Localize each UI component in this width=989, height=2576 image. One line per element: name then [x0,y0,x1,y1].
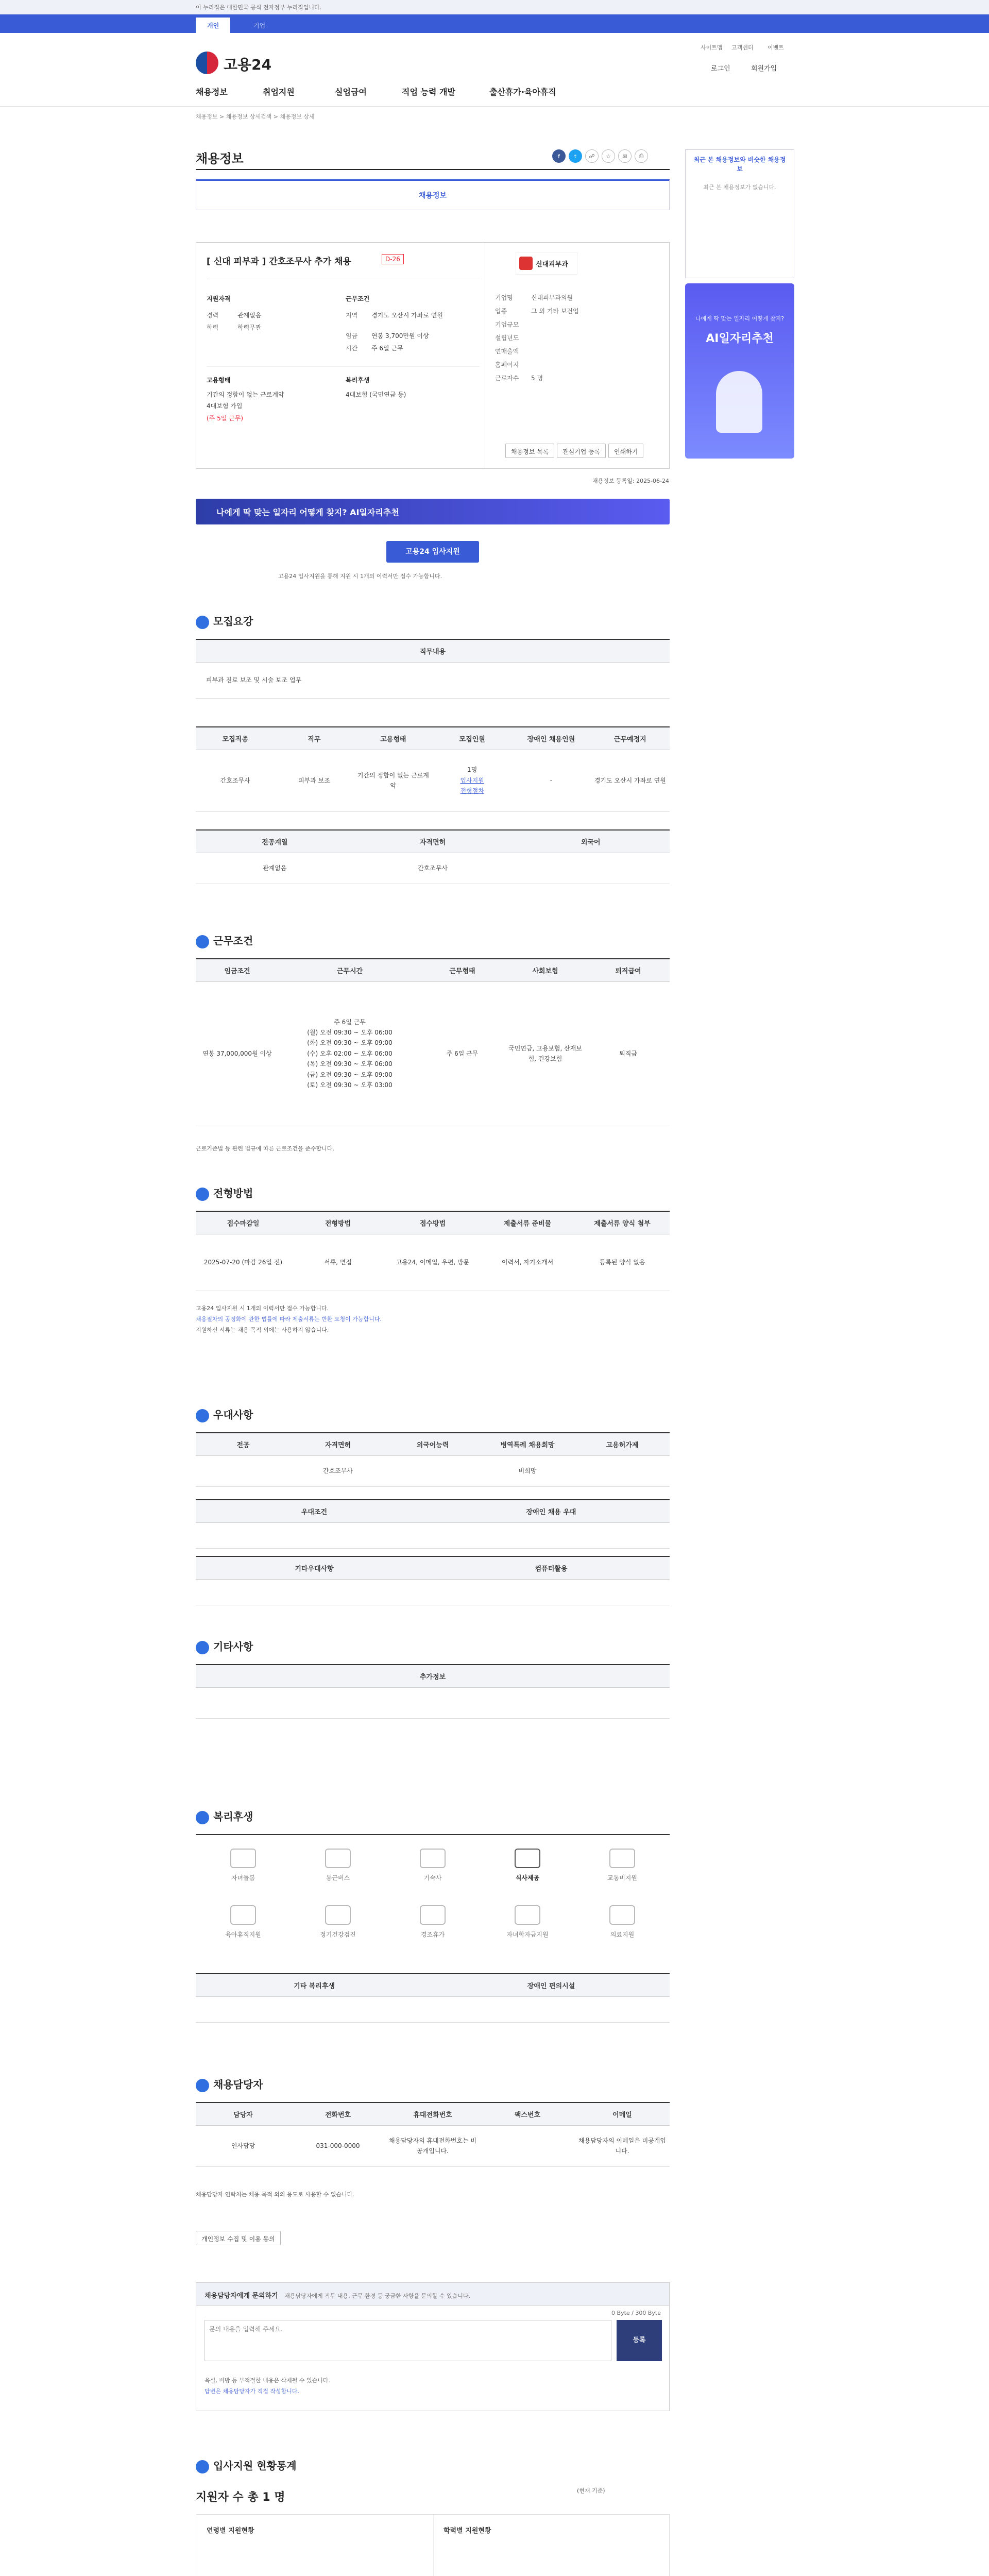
parental-icon [230,1905,256,1925]
recent-jobs-title: 최근 본 채용정보와 비슷한 채용정보 [693,156,786,173]
size-label: 기업규모 [495,321,519,328]
section-etc-title [196,1638,253,1654]
cell-emp-type: 기간의 정함이 없는 근로계약 [354,750,433,811]
welfare-head: 복리후생 [346,377,370,384]
section-recruit-title [196,613,253,629]
emp-notice: (주 5일 근무) [207,415,243,422]
cell-pref-major [196,1455,291,1486]
employees: 5 명 [531,375,543,382]
job-title: [ 신대 피부과 ] 간호조무사 추가 채용 [207,257,351,267]
cell-permit [575,1455,670,1486]
print-button[interactable]: 인쇄하기 [608,444,643,458]
gnb-support[interactable]: 취업지원 [263,87,295,97]
ai-recommend-ad[interactable] [685,283,794,459]
welfare-item [575,1840,670,1892]
page-title: 채용정보 [196,151,244,166]
company-logo [516,252,577,275]
login-link[interactable]: 로그인 [711,65,730,73]
welfare-title-text: 복리후생 [213,1810,253,1823]
region-label: 지역 [346,312,358,319]
print-icon[interactable]: ⎙ [635,149,648,163]
top-nav [0,14,989,33]
robot-icon [716,371,762,433]
work-table [196,958,670,1126]
cell-major: 관계없음 [196,853,354,884]
inquiry-note: 답변은 채용담당자가 직접 작성합니다. [204,2387,300,2395]
cell-fax [480,2125,575,2166]
ai-ad-sub: 나에게 딱 맞는 일자리 어떻게 찾지? [695,315,785,322]
hours-line: (토) 오전 09:30 ~ 오후 03:00 [307,1081,393,1089]
process-flag-link[interactable]: 전형절차 [460,787,484,795]
process-note: 고용24 입사지원 시 1개의 이력서만 접수 가능합니다. [196,1305,329,1312]
cell-shift: 주 6일 근무 [421,981,504,1126]
employees-label: 근로자수 [495,375,519,382]
cell-deadline: 2025-07-20 (마감 26일 전) [196,1234,291,1291]
cell-welfare-etc [196,1996,433,2022]
col-severance: 퇴직급여 [587,959,670,981]
ai-banner-text: 나에게 딱 맞는 일자리 어떻게 찾지? AI일자리추천 [216,507,399,517]
cell-pref-language [385,1455,480,1486]
inquiry-textarea[interactable] [204,2320,611,2361]
cell-mobile: 채용담당자의 휴대전화번호는 비공개입니다. [385,2125,480,2166]
tab-business[interactable]: 기업 [253,22,266,29]
ai-banner[interactable] [196,499,670,524]
recruit-table [196,726,670,812]
applicant-summary: 지원자 수 총 1 명 [196,2491,285,2504]
cell-occupation: 간호조무사 [196,750,275,811]
welfare-item [196,1840,291,1892]
cell-pref-license: 간호조무사 [291,1455,385,1486]
content-tab[interactable] [196,179,670,210]
util-customer[interactable]: 고객센터 [731,44,754,51]
checkup-icon [325,1905,351,1925]
welfare-label: 식사제공 [515,1874,540,1882]
stats-panel [196,2514,670,2576]
util-event[interactable]: 이벤트 [768,44,784,51]
col-shift: 근무형태 [421,959,504,981]
job-summary [196,242,670,469]
facebook-icon[interactable]: f [552,149,566,163]
manager-note: 채용담당자 연락처는 채용 목적 외의 용도로 사용할 수 없습니다. [196,2191,354,2198]
stats-title-text: 입사지원 현황통계 [213,2460,297,2472]
gov-banner-text: 이 누리집은 대한민국 공식 전자정부 누리집입니다. [196,4,322,11]
favorite-company-button[interactable]: 관심기업 등록 [557,444,606,458]
homepage-label: 홈페이지 [495,361,519,368]
process-note: 지원하신 서류는 채용 목적 외에는 사용하지 않습니다. [196,1326,329,1333]
col-pref-etc: 기타우대사항 [196,1556,433,1579]
cell-email: 채용담당자의 이메일은 비공개입니다. [575,2125,670,2166]
welfare-item [196,1897,291,1948]
childcare-icon [230,1849,256,1868]
welfare-item [480,1897,575,1948]
prefer-section-icon [196,1409,209,1422]
col-disabled: 장애인 채용인원 [511,727,590,750]
gov-banner [0,0,989,14]
transport-icon [609,1849,635,1868]
col-deadline: 접수마감일 [196,1211,291,1234]
wage-label: 임금 [346,332,358,340]
etc-cell [196,1687,670,1718]
recruit-extra-table [196,829,670,884]
cell-facility [433,1996,670,2022]
welfare-label: 통근버스 [326,1874,350,1882]
welfare-item-active [480,1840,575,1892]
recruit-section-icon [196,616,209,629]
edu-stats-title: 학력별 지원현황 [444,2527,491,2535]
gnb-benefit[interactable]: 실업급여 [335,87,367,97]
etc-section-icon [196,1641,209,1654]
industry-label: 업종 [495,308,507,315]
gnb-jobs[interactable]: 채용정보 [196,87,228,97]
company-info [495,293,660,387]
recent-jobs-card [685,149,794,278]
col-license: 자격면허 [354,830,512,853]
col-military: 병역특례 채용희망 [480,1433,575,1455]
stats-section-icon [196,2460,209,2473]
col-method: 전형방법 [291,1211,385,1234]
col-pref-license: 자격면허 [291,1433,385,1455]
star-icon[interactable]: ☆ [602,149,615,163]
section-work-title [196,933,253,948]
apply-flag-link[interactable]: 입사지원 [460,776,484,784]
col-mobile: 휴대전화번호 [385,2103,480,2125]
inquiry-desc: 채용담당자에게 직무 내용, 근무 환경 등 궁금한 사항을 문의할 수 있습니다. [284,2293,470,2299]
title-divider [196,169,670,170]
hours-line: (화) 오전 09:30 ~ 오후 09:00 [307,1039,393,1047]
cell-pref-computer [433,1579,670,1605]
welfare-item [291,1897,385,1948]
section-welfare-title [196,1808,253,1824]
industry: 그 외 기타 보건업 [531,308,579,315]
edu-value: 학력무관 [237,324,262,331]
inquiry-notes [204,2376,330,2397]
welfare-label: 교통비지원 [607,1874,637,1882]
cell-military: 비희망 [480,1455,575,1486]
emp-head: 고용형태 [207,377,231,384]
inquiry-box [196,2282,670,2411]
section-stats-title [196,2458,297,2473]
section-process-title [196,1185,253,1201]
recruit-title-text: 모집요강 [213,615,253,628]
mid-rule [207,366,480,367]
career-label: 경력 [207,312,219,319]
logo-taegeuk-icon [196,52,218,74]
welfare-label: 경조휴가 [420,1931,445,1938]
manager-title-text: 채용담당자 [213,2078,263,2091]
cell-severance: 퇴직금 [587,981,670,1126]
stats-updated: (현재 기준) [577,2487,605,2494]
duty-text: 피부과 진료 보조 및 시술 보조 업무 [196,662,670,698]
col-email: 이메일 [575,2103,670,2125]
meal-icon [515,1849,540,1868]
section-manager-title [196,2076,263,2092]
manager-section-icon [196,2079,209,2092]
process-section-icon [196,1188,209,1201]
col-pref-language: 외국어능력 [385,1433,480,1455]
col-pref-disabled: 장애인 채용 우대 [433,1500,670,1522]
stats-divider [433,2515,434,2576]
welfare-label: 자녀학자금지원 [506,1931,549,1938]
recent-jobs-empty: 최근 본 채용정보가 없습니다. [703,184,776,191]
cell-duty: 피부과 보조 [275,750,353,811]
cell-headcount [433,750,511,811]
duty-head: 직무내용 [196,639,670,662]
welfare-item [291,1840,385,1892]
process-notes [196,1303,670,1336]
cell-phone: 031-000-0000 [291,2125,385,2166]
work-note: 근로기준법 등 관련 법규에 따른 근로조건을 준수합니다. [196,1145,334,1152]
cell-docs-form: 등록된 양식 없음 [575,1234,670,1291]
cell-license: 간호조무사 [354,853,512,884]
duty-table [196,639,670,699]
process-table [196,1211,670,1291]
prefer-table [196,1432,670,1487]
col-insurance: 사회보험 [504,959,587,981]
welfare-item [575,1897,670,1948]
inquiry-title: 채용담당자에게 문의하기 [204,2292,278,2300]
apply-button[interactable]: 고용24 입사지원 [386,541,479,563]
cond-head: 근무조건 [346,295,370,302]
inquiry-note: 욕설, 비방 등 부적절한 내용은 삭제될 수 있습니다. [204,2377,330,2384]
col-major: 전공계열 [196,830,354,853]
col-language: 외국어 [511,830,670,853]
col-fax: 팩스번호 [480,2103,575,2125]
gnb-divider [0,106,989,107]
breadcrumb: 채용정보 > 채용정보 상세검색 > 채용정보 상세 [196,113,315,120]
company-logo-icon [519,257,533,270]
privacy-consent-button[interactable]: 개인정보 수집 및 이용 동의 [196,2231,281,2245]
wage-value: 연봉 3,700만원 이상 [371,332,429,340]
col-docs-form: 제출서류 양식 첨부 [575,1211,670,1234]
edu-label: 학력 [207,324,219,331]
cell-pref-disabled [433,1522,670,1548]
ai-ad-title: AI일자리추천 [706,332,774,345]
revenue-label: 연매출액 [495,348,519,355]
emp-type2: 4대보험 가입 [207,402,243,410]
tuition-icon [515,1905,540,1925]
prefer-title-text: 우대사항 [213,1409,253,1421]
company-name-label: 기업명 [495,294,513,301]
dday-badge: D-26 [382,254,404,264]
col-phone: 전화번호 [291,2103,385,2125]
cell-manager: 인사담당 [196,2125,291,2166]
logo-text: 고용24 [224,56,272,73]
bus-icon [325,1849,351,1868]
section-prefer-title [196,1406,253,1422]
time-label: 시간 [346,345,358,352]
hours-line: 주 6일 근무 [334,1018,366,1026]
company-name: 신대피부과의원 [531,294,573,301]
manager-table [196,2102,670,2167]
hours-line: (금) 오전 09:30 ~ 오후 09:00 [307,1071,393,1078]
apply-note: 고용24 입사지원을 통해 지원 시 1개의 이력서만 접수 가능합니다. [278,573,442,580]
twitter-icon[interactable]: t [569,149,582,163]
hours-line: (월) 오전 09:30 ~ 오후 06:00 [307,1029,393,1037]
cell-location: 경기도 오산시 가좌로 연원 [591,750,670,811]
email-icon[interactable]: ✉ [618,149,632,163]
cell-docs: 이력서, 자기소개서 [480,1234,575,1291]
welfare-label: 기숙사 [423,1874,442,1882]
time-value: 주 6일 근무 [371,345,403,352]
hours-line: (목) 오전 09:30 ~ 오후 06:00 [307,1060,393,1068]
dormitory-icon [420,1849,446,1868]
col-emp-type: 고용형태 [354,727,433,750]
col-manager: 담당자 [196,2103,291,2125]
process-note: 채용절차의 공정화에 관한 법률에 따라 제출서류는 반환 요청이 가능합니다. [196,1315,382,1323]
col-pref-computer: 컴퓨터활용 [433,1556,670,1579]
inquiry-submit-button[interactable]: 등록 [617,2320,662,2361]
gnb-leave[interactable]: 출산휴가·육아휴직 [489,87,556,97]
col-docs: 제출서류 준비물 [480,1211,575,1234]
tab-personal[interactable]: 개인 [196,18,230,33]
headcount-value: 1명 [467,766,478,774]
region-value: 경기도 오산시 가좌로 연원 [371,312,443,319]
col-hours: 근무시간 [279,959,421,981]
welfare-item [385,1897,480,1948]
share-icon[interactable]: ☍ [585,149,599,163]
welfare-label: 정기건강검진 [320,1931,356,1938]
welfare-item [385,1840,480,1892]
career-value: 관계없음 [237,312,262,319]
signup-link[interactable]: 회원가입 [751,65,777,73]
cell-method: 서류, 면접 [291,1234,385,1291]
cell-language [511,853,670,884]
byte-counter: 0 Byte / 300 Byte [611,2310,661,2316]
prefer-cond-table [196,1499,670,1549]
leave-icon [420,1905,446,1925]
col-duty: 직무 [275,727,353,750]
col-facility: 장애인 편의시설 [433,1974,670,1996]
age-stats-title: 연령별 지원현황 [207,2527,254,2535]
emp-type: 기간의 정함이 없는 근로계약 [207,391,284,398]
welfare-label: 육아휴직지원 [225,1931,261,1938]
util-sitemap[interactable]: 사이트맵 [701,44,723,51]
company-logo-text: 신대피부과 [536,261,568,268]
etc-title-text: 기타사항 [213,1640,253,1653]
company-jobs-button[interactable]: 채용정보 목록 [505,444,554,458]
col-pref-cond: 우대조건 [196,1500,433,1522]
welfare-value: 4대보험 (국민연금 등) [346,391,406,398]
hire-date: 채용정보 등록일: 2025-06-24 [592,478,670,484]
welfare-label: 자녀돌봄 [231,1874,255,1882]
col-permit: 고용허가제 [575,1433,670,1455]
prefer-etc-table [196,1556,670,1605]
tab-label: 채용정보 [418,192,447,200]
cell-pref-cond [196,1522,433,1548]
site-logo[interactable] [196,49,299,75]
work-title-text: 근무조건 [213,935,253,947]
cell-disabled: - [511,750,590,811]
welfare-extra-table [196,1973,670,2023]
gnb-training[interactable]: 직업 능력 개발 [402,87,455,97]
col-pref-major: 전공 [196,1433,291,1455]
col-headcount: 모집인원 [433,727,511,750]
process-title-text: 전형방법 [213,1187,253,1199]
work-section-icon [196,935,209,948]
col-wage: 임금조건 [196,959,279,981]
col-apply-method: 접수방법 [385,1211,480,1234]
etc-table [196,1664,670,1719]
medical-icon [609,1905,635,1925]
col-location: 근무예정지 [591,727,670,750]
welfare-section-icon [196,1811,209,1824]
col-occupation: 모집직종 [196,727,275,750]
cell-pref-etc [196,1579,433,1605]
qual-head: 지원자격 [207,295,231,302]
cell-apply-method: 고용24, 이메일, 우편, 방문 [385,1234,480,1291]
welfare-label: 의료지원 [610,1931,635,1938]
cell-hours [279,981,421,1126]
cell-wage: 연봉 37,000,000원 이상 [196,981,279,1126]
cell-insurance: 국민연금, 고용보험, 산재보험, 건강보험 [504,981,587,1126]
etc-head: 추가정보 [196,1665,670,1687]
hours-line: (수) 오후 02:00 ~ 오후 06:00 [307,1049,393,1057]
founded-label: 설립년도 [495,334,519,342]
col-welfare-etc: 기타 복리후생 [196,1974,433,1996]
inquiry-header [196,2283,669,2306]
